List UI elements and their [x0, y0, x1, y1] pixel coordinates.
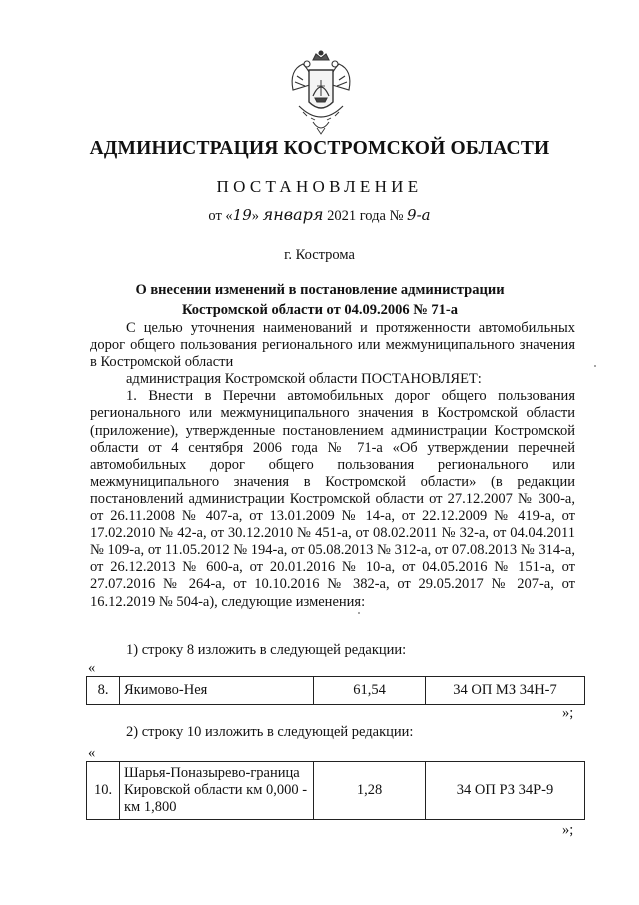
road-length: 1,28 [314, 762, 426, 820]
table-row [87, 677, 585, 705]
road-code: 34 ОП РЗ 34Р-9 [426, 762, 585, 820]
preamble-paragraph: С целью уточнения наименований и протяженности автомобильных дорог общего пользования регионального или межмуниципального значения в Костромской области [90, 320, 575, 371]
date-mid: » [251, 208, 263, 224]
road-length: 61,54 [314, 677, 426, 705]
amendment-2-title: 2) строку 10 изложить в следующей редакции: [126, 724, 414, 740]
document-date-line [0, 205, 639, 225]
date-prefix: от « [208, 208, 233, 224]
document-subject [100, 280, 540, 320]
date-day: 19 [232, 206, 252, 224]
road-name: Шарья-Поназырево-граница Кировской области км 0,000 - км 1,800 [120, 762, 314, 820]
scan-speck [594, 365, 596, 367]
subject-line-2: Костромской области от 04.09.2006 № 71-а [181, 302, 459, 318]
row-number: 10. [87, 762, 120, 820]
amendment-1-table [86, 676, 585, 705]
document-type: ПОСТАНОВЛЕНИЕ [216, 177, 423, 196]
row-number: 8. [87, 677, 120, 705]
table-row [87, 762, 585, 820]
amendment-2-table [86, 761, 585, 820]
amendment-1-close-quote: »; [562, 705, 574, 721]
subject-line-1: О внесении изменений в постановление администрации [135, 282, 505, 298]
decree-paragraph: администрация Костромской области ПОСТАНОВЛЯЕТ: [126, 371, 482, 388]
amendment-1-open-quote: « [88, 660, 96, 676]
document-number: 9-а [407, 206, 431, 224]
point-1-paragraph: 1. Внести в Перечни автомобильных дорог общего пользования регионального или межмуниципального значения в Костромской области (приложение), утвержденные постановлением администрации Костромской области от 4 сентября 2006 года № 71-а «Об утверждении перечней автомобильных дорог общего пользования регионального или межмуниципального значения в Костромской области» (в редакции постановлений администрации Костромской области от 27.12.2007 № 300-а, от 26.11.2008 № 407-а, от 13.01.2009 № 14-а, от 22.12.2009 № 419-а, от 17.02.2010 № 42-а, от 30.12.2010 № 451-а, от 08.02.2011 № 32-а, от 04.04.2011 № 109-а, от 11.05.2012 № 194-а, от 05.08.2013 № 312-а, от 07.08.2013 № 314-а, от 26.12.2013 № 600-а, от 20.01.2016 № 10-а, от 04.05.2016 № 151-а, от 27.07.2016 № 264-а, от 10.10.2016 № 382-а, от 29.05.2017 № 207-а, от 16.12.2019 № 504-а), следующие изменения: [90, 388, 575, 610]
road-name: Якимово-Нея [120, 677, 314, 705]
amendment-2-close-quote: »; [562, 822, 574, 838]
date-year: 2021 года № [323, 208, 408, 224]
city: г. Кострома [284, 247, 355, 263]
amendment-1-title: 1) строку 8 изложить в следующей редакции: [126, 642, 407, 658]
scan-speck [358, 612, 360, 614]
amendment-2-open-quote: « [88, 745, 96, 761]
organization-title: АДМИНИСТРАЦИЯ КОСТРОМСКОЙ ОБЛАСТИ [89, 138, 550, 159]
date-month: января [262, 205, 324, 224]
road-code: 34 ОП МЗ 34Н-7 [426, 677, 585, 705]
document-body [90, 320, 575, 611]
coat-of-arms-icon [283, 50, 359, 136]
